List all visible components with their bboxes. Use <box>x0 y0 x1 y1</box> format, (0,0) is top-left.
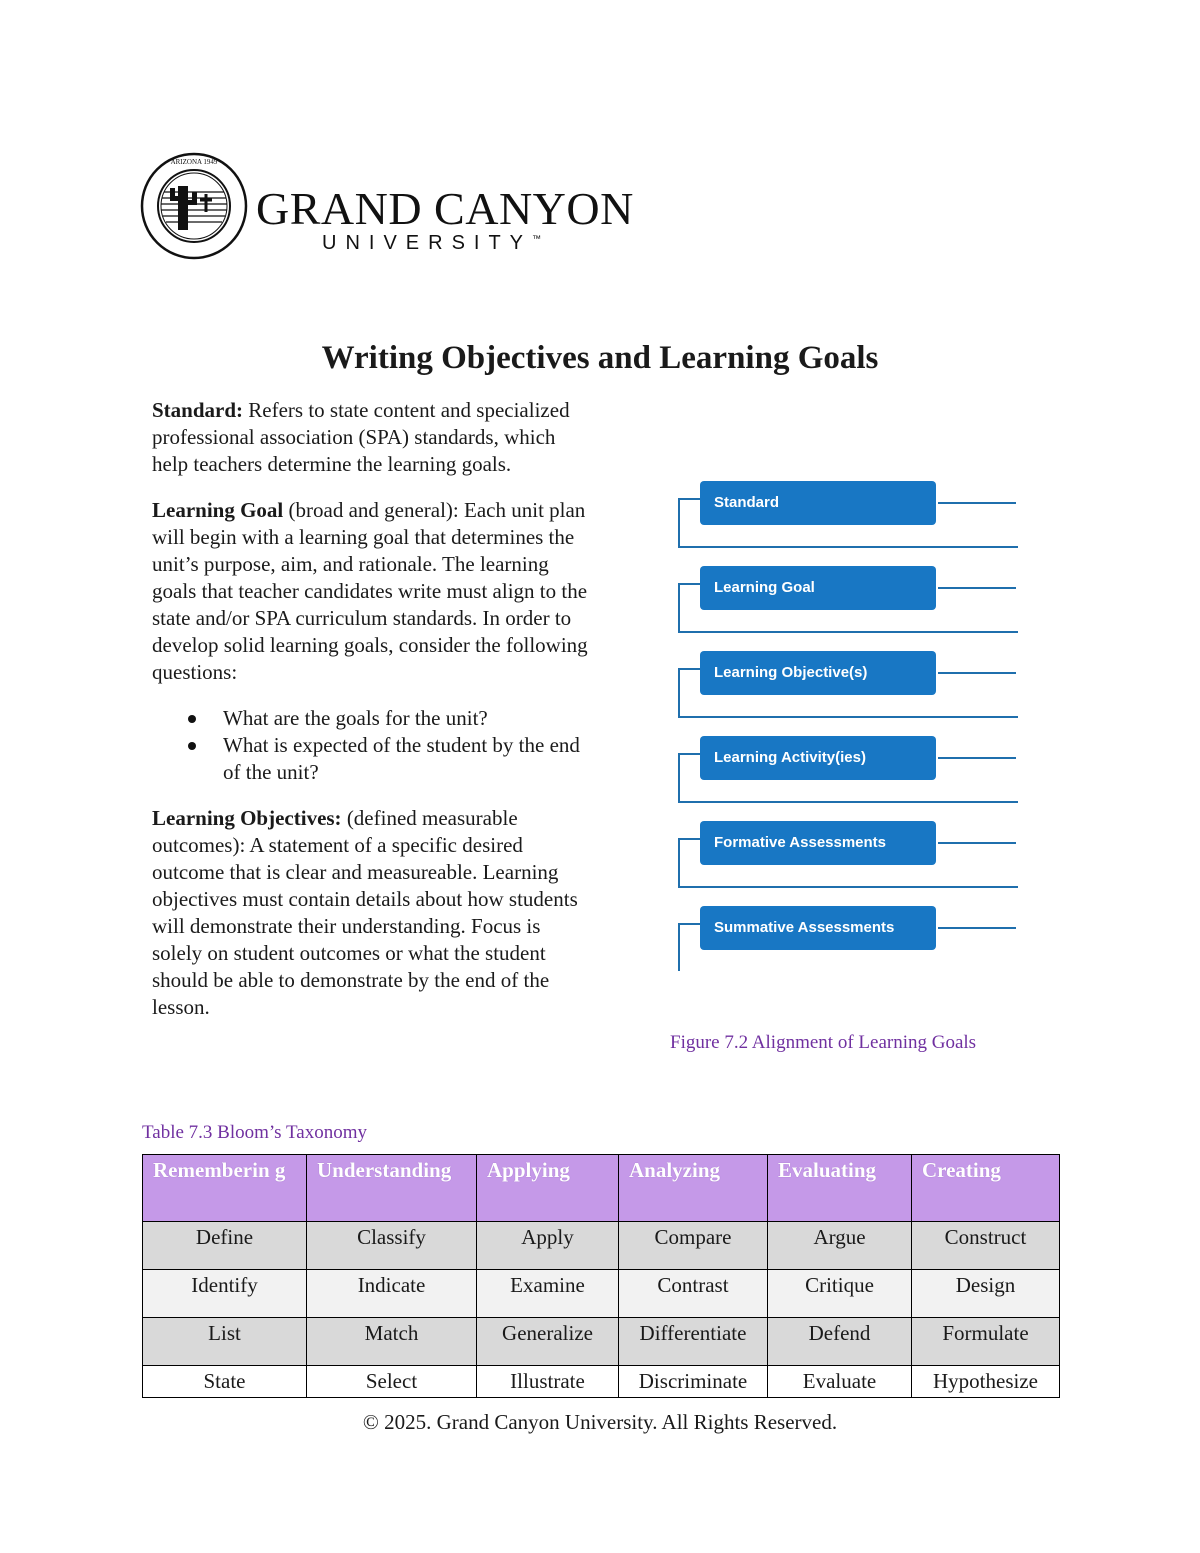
table-cell: Construct <box>912 1222 1060 1270</box>
step-standard: Standard <box>700 481 936 525</box>
column-header: Understanding <box>307 1155 477 1222</box>
table-cell: Design <box>912 1270 1060 1318</box>
standard-term: Standard: <box>152 398 244 422</box>
seal-text: ARIZONA 1949 <box>170 158 218 166</box>
questions-list <box>152 705 592 786</box>
figure-caption: Figure 7.2 Alignment of Learning Goals <box>670 1032 977 1053</box>
standard-text: Refers to state content and specialized professional association (SPA) standards, which help teachers determine the learning goals. <box>152 398 570 476</box>
step-learning-activities: Learning Activity(ies) <box>700 736 936 780</box>
standard-paragraph <box>152 397 592 478</box>
step-connector <box>678 583 700 585</box>
table-row <box>143 1366 1060 1398</box>
blooms-taxonomy-table <box>142 1154 1060 1398</box>
logo-name: GRAND CANYON <box>256 183 634 234</box>
table-cell: Identify <box>143 1270 307 1318</box>
table-cell: Apply <box>477 1222 619 1270</box>
alignment-diagram <box>672 476 1022 986</box>
table-cell: State <box>143 1366 307 1398</box>
logo-subtitle <box>322 232 541 255</box>
step-connector <box>678 838 700 840</box>
table-row <box>143 1222 1060 1270</box>
step-connector <box>938 672 1016 674</box>
step-connector <box>678 498 700 500</box>
table-cell: Classify <box>307 1222 477 1270</box>
table-caption: Table 7.3 Bloom’s Taxonomy <box>142 1122 367 1143</box>
table-cell: Hypothesize <box>912 1366 1060 1398</box>
table-cell: Select <box>307 1366 477 1398</box>
learning-goal-text: (broad and general): Each unit plan will begin with a learning goal that determines the unit’s purpose, aim, and rationale. The learning goals that teacher candidates write must align to the state and/or SPA curriculum standards. In order to develop solid learning goals, consider the following questions: <box>152 498 588 684</box>
table-cell: Evaluate <box>768 1366 912 1398</box>
table-cell: Defend <box>768 1318 912 1366</box>
column-header: Rememberin g <box>143 1155 307 1222</box>
step-learning-objectives: Learning Objective(s) <box>700 651 936 695</box>
table-row <box>143 1270 1060 1318</box>
step-connector <box>938 927 1016 929</box>
definitions-column <box>152 397 592 1040</box>
learning-goal-term: Learning Goal <box>152 498 284 522</box>
step-connector <box>938 587 1016 589</box>
step-connector <box>938 757 1016 759</box>
learning-goal-paragraph <box>152 497 592 686</box>
learning-objectives-term: Learning Objectives: <box>152 806 342 830</box>
step-connector <box>678 753 700 755</box>
learning-objectives-text: (defined measurable outcomes): A statement of a specific desired outcome that is clear and measureable. Learning objectives must contain details about how students will demonstrate their understanding. Focus is solely on student outcomes or what the student should be able to demonstrate by the end of the lesson. <box>152 806 578 1019</box>
step-connector <box>938 842 1016 844</box>
table-cell: Contrast <box>619 1270 768 1318</box>
diagram-step <box>672 646 1022 730</box>
step-summative-assessments: Summative Assessments <box>700 906 936 950</box>
question-text: What is expected of the student by the end of the unit? <box>223 733 580 784</box>
table-cell: Indicate <box>307 1270 477 1318</box>
step-learning-goal: Learning Goal <box>700 566 936 610</box>
university-seal-icon <box>140 152 248 260</box>
table-cell: Examine <box>477 1270 619 1318</box>
table-cell: Discriminate <box>619 1366 768 1398</box>
step-connector <box>938 502 1016 504</box>
column-header: Applying <box>477 1155 619 1222</box>
question-text: What are the goals for the unit? <box>223 706 488 730</box>
page-title: Writing Objectives and Learning Goals <box>321 340 879 376</box>
diagram-step <box>672 731 1022 815</box>
column-header: Creating <box>912 1155 1060 1222</box>
table-cell: Illustrate <box>477 1366 619 1398</box>
bullet-icon <box>188 742 196 750</box>
table-cell: Formulate <box>912 1318 1060 1366</box>
step-formative-assessments: Formative Assessments <box>700 821 936 865</box>
diagram-step <box>672 476 1022 560</box>
logo-subtitle-text: UNIVERSITY <box>322 232 533 254</box>
list-item <box>152 732 592 786</box>
step-connector <box>678 668 700 670</box>
table-header-row <box>143 1155 1060 1222</box>
table-cell: Define <box>143 1222 307 1270</box>
table-cell: Argue <box>768 1222 912 1270</box>
diagram-step <box>672 901 1022 985</box>
table-cell: Match <box>307 1318 477 1366</box>
learning-objectives-paragraph <box>152 805 592 1021</box>
column-header: Analyzing <box>619 1155 768 1222</box>
column-header: Evaluating <box>768 1155 912 1222</box>
table-cell: Compare <box>619 1222 768 1270</box>
table-cell: List <box>143 1318 307 1366</box>
table-cell: Critique <box>768 1270 912 1318</box>
table-cell: Differentiate <box>619 1318 768 1366</box>
copyright-footer: © 2025. Grand Canyon University. All Rights Reserved. <box>362 1410 838 1434</box>
table-cell: Generalize <box>477 1318 619 1366</box>
diagram-step <box>672 816 1022 900</box>
diagram-step <box>672 561 1022 645</box>
trademark: ™ <box>532 233 542 244</box>
step-connector <box>678 923 700 925</box>
bullet-icon <box>188 715 196 723</box>
list-item <box>152 705 592 732</box>
table-row <box>143 1318 1060 1366</box>
